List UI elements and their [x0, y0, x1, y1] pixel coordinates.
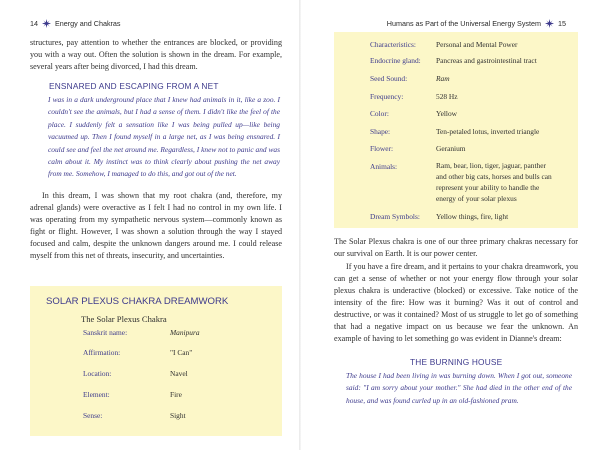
table-row-label: Endocrine gland:: [370, 56, 421, 65]
table-row-value: Geranium: [436, 144, 466, 153]
star-icon: [545, 19, 554, 28]
right-paragraph-1: [334, 236, 578, 260]
box-row-value: Navel: [170, 369, 188, 378]
right-paragraph-1-text: The Solar Plexus chakra is one of our three primary chakras necessary for our survival on Earth. It is our power center.: [334, 237, 578, 258]
table-row-value: Yellow things, fire, light: [436, 212, 509, 221]
left-running-head: [30, 19, 121, 28]
left-paragraph-1: [30, 190, 282, 262]
left-paragraph-1-text: In this dream, I was shown that my root chakra (and, therefore, my adrenal glands) were overactive as I felt I had no control in my own life. I was operating from my sympathetic nervous system—commonly known as fight or flight. However, I was shown a solution through the way I stayed focused and calm, despite the unknown dangers around me. I could release myself from this net of threats, insecurity, and uncertainties.: [30, 191, 282, 260]
box-row-label: Element:: [83, 390, 110, 399]
table-row-value: Ten-petaled lotus, inverted triangle: [436, 127, 540, 136]
right-page: [300, 0, 600, 450]
intro-paragraph-text: structures, pay attention to whether the entrances are blocked, or providing you with a way out. Often the solution is shown in the dream. For example, several years after being divorced, I had this dream.: [30, 38, 282, 71]
section-heading-burning-house: THE BURNING HOUSE: [410, 357, 503, 367]
dream-text-ensnared: I was in a dark underground place that I knew had animals in it, like a zoo. I couldn't see the animals, but I had a sense of them. I didn't like the feel of the place. I suddenly felt a sensation like I was being pulled up—like being vacuumed up. Then I found myself in a large net, as I was being ensnared. I could see and feel the net around me. Regardless, I knew not to panic and was calm about it. My instinct was to think clearly about pushing the net away from me. Somehow, I managed to do this, and got out of the net.: [48, 95, 280, 179]
dreamwork-box: [30, 286, 282, 436]
box-row-value: Fire: [170, 390, 182, 399]
left-running-head-title: Energy and Chakras: [55, 19, 121, 28]
chakra-properties-box: [334, 32, 578, 228]
table-row-value: Ram: [436, 74, 450, 83]
table-row-label: Seed Sound:: [370, 74, 408, 83]
table-row-label: Animals:: [370, 162, 398, 171]
section-heading-ensnared: ENSNARED AND ESCAPING FROM A NET: [49, 81, 219, 91]
box-row-label: Sense:: [83, 411, 103, 420]
table-row-label: Frequency:: [370, 92, 404, 101]
box-row-value: Manipura: [170, 328, 200, 337]
right-paragraph-2-text: If you have a fire dream, and it pertains to your chakra dreamwork, you can get a sense of whether or not your energy flow through your solar plexus chakra is underactive (blocked) or excessive. Take notice of the intensity of the fire: How was it burning? Was it out of control and destructive, or was it contained? Most of us struggle to let go of something that had a negative impact on us because we fear the unknown. An example of having to let something go was evident in Dianne's dream:: [334, 262, 578, 343]
box-title: SOLAR PLEXUS CHAKRA DREAMWORK: [46, 296, 229, 307]
dream-text-burning-house: The house I had been living in was burning down. When I got out, someone said: "I am sorry about your mother." She had died in the other end of the house, and was found curled up in an old-fashioned pram.: [346, 371, 572, 405]
table-row-value: Ram, bear, lion, tiger, jaguar, panther and other big cats, horses and bulls can represent your ability to handle the energy of your solar plexus: [436, 161, 552, 203]
left-page-number: 14: [30, 19, 38, 28]
box-row-label: Sanskrit name:: [83, 328, 128, 337]
right-page-number: 15: [558, 19, 566, 28]
box-row-value: Sight: [170, 411, 186, 420]
table-row-value: 528 Hz: [436, 92, 458, 101]
right-running-head: [387, 19, 566, 28]
table-row-label: Shape:: [370, 127, 391, 136]
box-row-value: "I Can": [170, 348, 193, 357]
table-row-value: Yellow: [436, 109, 458, 118]
right-running-head-title: Humans as Part of the Universal Energy System: [386, 19, 541, 28]
table-row-label: Flower:: [370, 144, 393, 153]
table-row-value: Personal and Mental Power: [436, 40, 518, 49]
star-icon: [42, 19, 51, 28]
right-paragraph-2: [334, 261, 578, 345]
table-row-label: Characteristics:: [370, 40, 416, 49]
left-intro-paragraph: [30, 37, 282, 73]
table-row-label: Color:: [370, 109, 389, 118]
table-row-value: Pancreas and gastrointestinal tract: [436, 56, 537, 65]
box-row-label: Location:: [83, 369, 112, 378]
box-row-label: Affirmation:: [83, 348, 121, 357]
table-row-label: Dream Symbols:: [370, 212, 420, 221]
box-subtitle: The Solar Plexus Chakra: [81, 314, 167, 324]
